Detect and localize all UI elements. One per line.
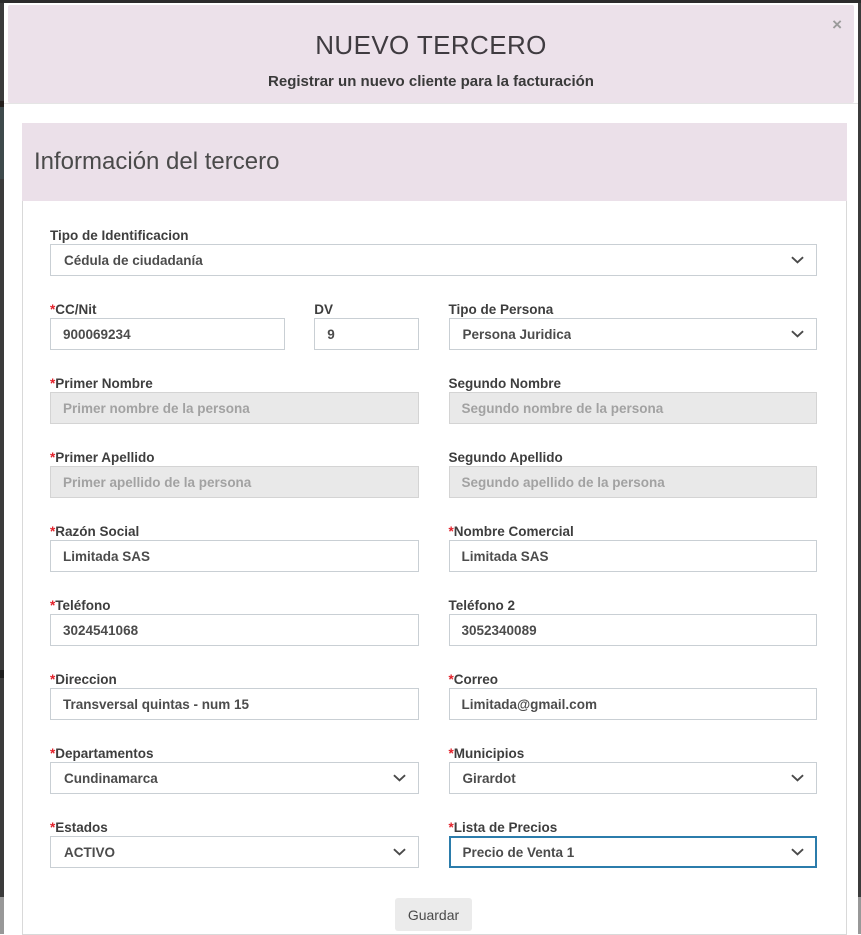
direccion-label bbox=[50, 672, 419, 688]
label-text: CC/Nit bbox=[55, 302, 97, 317]
tipo-identificacion-label bbox=[50, 228, 817, 244]
telefono2-label bbox=[449, 598, 818, 614]
chevron-down-icon bbox=[791, 774, 804, 782]
required-marker: * bbox=[50, 302, 56, 317]
label-text: Teléfono bbox=[55, 598, 111, 613]
row-telefonos bbox=[50, 598, 817, 646]
tipo-persona-select[interactable] bbox=[449, 318, 818, 350]
dv-input[interactable] bbox=[314, 318, 418, 350]
tipo-persona-label bbox=[449, 302, 818, 318]
segundo-apellido-input[interactable] bbox=[449, 466, 818, 498]
correo-input[interactable] bbox=[449, 688, 818, 720]
selected-value: ACTIVO bbox=[64, 844, 116, 860]
label-text: Municipios bbox=[453, 746, 525, 761]
required-marker: * bbox=[448, 524, 454, 539]
modal-subtitle: Registrar un nuevo cliente para la facturación bbox=[268, 73, 594, 90]
row-direccion-correo bbox=[50, 672, 817, 720]
direccion-input[interactable] bbox=[50, 688, 419, 720]
telefono-label bbox=[50, 598, 419, 614]
modal-header-band bbox=[8, 5, 854, 103]
required-marker: * bbox=[448, 820, 454, 835]
estados-label bbox=[50, 820, 419, 836]
label-text: Razón Social bbox=[55, 524, 140, 539]
primer-apellido-label bbox=[50, 450, 419, 466]
primer-apellido-input[interactable] bbox=[50, 466, 419, 498]
chevron-down-icon bbox=[791, 330, 804, 338]
modal-body bbox=[4, 104, 858, 935]
modal-header bbox=[4, 3, 858, 104]
label-text: Lista de Precios bbox=[453, 820, 558, 835]
panel-body bbox=[22, 201, 847, 935]
required-marker: * bbox=[50, 376, 56, 391]
row-estado-listaprecios bbox=[50, 820, 817, 868]
required-marker: * bbox=[50, 524, 56, 539]
label-text: Primer Nombre bbox=[55, 376, 153, 391]
save-button[interactable]: Guardar bbox=[395, 898, 472, 931]
razon-social-input[interactable] bbox=[50, 540, 419, 572]
required-marker: * bbox=[50, 672, 56, 687]
departamentos-label bbox=[50, 746, 419, 762]
municipios-label bbox=[449, 746, 818, 762]
dv-label bbox=[314, 302, 418, 318]
label-text: Correo bbox=[453, 672, 499, 687]
chevron-down-icon bbox=[393, 774, 406, 782]
row-apellidos bbox=[50, 450, 817, 498]
row-ccnit-dv-persona bbox=[50, 302, 817, 350]
label-text: Departamentos bbox=[55, 746, 154, 761]
required-marker: * bbox=[50, 746, 56, 761]
segundo-apellido-label bbox=[449, 450, 818, 466]
primer-nombre-input[interactable] bbox=[50, 392, 419, 424]
cc-nit-input[interactable] bbox=[50, 318, 285, 350]
label-text: Tipo de Identificacion bbox=[50, 228, 189, 243]
label-text: Tipo de Persona bbox=[448, 302, 554, 317]
modal-title: NUEVO TERCERO bbox=[315, 30, 547, 60]
segundo-nombre-label bbox=[449, 376, 818, 392]
selected-value: Cundinamarca bbox=[64, 770, 158, 786]
backdrop-segment bbox=[0, 670, 4, 678]
backdrop-top-edge bbox=[0, 0, 861, 3]
municipios-select[interactable] bbox=[449, 762, 818, 794]
backdrop-segment bbox=[0, 897, 4, 934]
label-text: Primer Apellido bbox=[55, 450, 155, 465]
chevron-down-icon bbox=[393, 848, 406, 856]
label-text: Teléfono 2 bbox=[448, 598, 516, 613]
selected-value: Cédula de ciudadanía bbox=[64, 252, 203, 268]
row-razon-comercial bbox=[50, 524, 817, 572]
chevron-down-icon bbox=[791, 256, 804, 264]
label-text: Estados bbox=[55, 820, 108, 835]
lista-precios-label bbox=[449, 820, 818, 836]
form-actions bbox=[50, 898, 817, 934]
label-text: Nombre Comercial bbox=[453, 524, 574, 539]
row-departamento-municipio bbox=[50, 746, 817, 794]
nombre-comercial-input[interactable] bbox=[449, 540, 818, 572]
telefono2-input[interactable] bbox=[449, 614, 818, 646]
segundo-nombre-input[interactable] bbox=[449, 392, 818, 424]
nombre-comercial-label bbox=[449, 524, 818, 540]
backdrop-left-edge bbox=[0, 0, 4, 934]
required-marker: * bbox=[50, 598, 56, 613]
correo-label bbox=[449, 672, 818, 688]
label-text: Segundo Apellido bbox=[448, 450, 563, 465]
selected-value: Precio de Venta 1 bbox=[462, 844, 575, 860]
razon-social-label bbox=[50, 524, 419, 540]
cc-nit-label bbox=[50, 302, 285, 318]
row-nombres bbox=[50, 376, 817, 424]
label-text: DV bbox=[314, 302, 333, 317]
required-marker: * bbox=[448, 746, 454, 761]
label-text: Direccion bbox=[55, 672, 117, 687]
primer-nombre-label bbox=[50, 376, 419, 392]
required-marker: * bbox=[50, 820, 56, 835]
lista-precios-select[interactable] bbox=[449, 836, 818, 868]
selected-value: Girardot bbox=[462, 770, 516, 786]
close-icon[interactable]: × bbox=[832, 15, 842, 34]
departamentos-select[interactable] bbox=[50, 762, 419, 794]
required-marker: * bbox=[448, 672, 454, 687]
estados-select[interactable] bbox=[50, 836, 419, 868]
label-text: Segundo Nombre bbox=[448, 376, 562, 391]
telefono-input[interactable] bbox=[50, 614, 419, 646]
selected-value: Persona Juridica bbox=[462, 326, 572, 342]
row-tipo-identificacion bbox=[50, 228, 817, 276]
backdrop-segment bbox=[0, 107, 4, 179]
required-marker: * bbox=[50, 450, 56, 465]
chevron-down-icon bbox=[791, 848, 804, 856]
panel-title: Información del tercero bbox=[22, 123, 847, 201]
tipo-identificacion-select[interactable] bbox=[50, 244, 817, 276]
nuevo-tercero-modal bbox=[4, 3, 858, 934]
tercero-info-panel bbox=[22, 123, 847, 935]
